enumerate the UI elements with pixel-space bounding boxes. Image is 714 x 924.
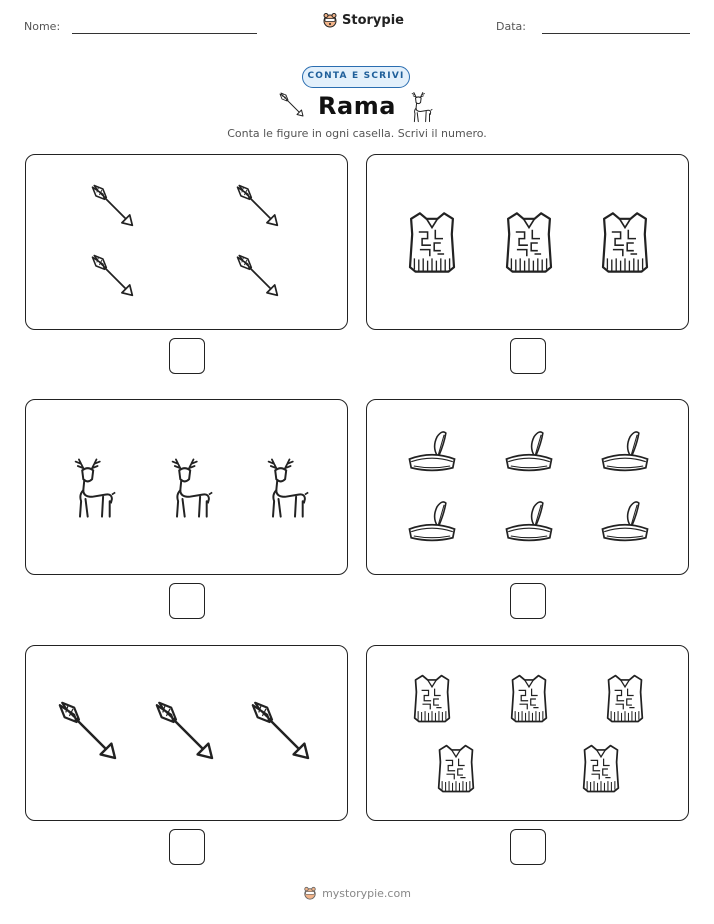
answer-box[interactable] <box>169 583 205 619</box>
answer-box[interactable] <box>510 829 546 865</box>
answer-box[interactable] <box>510 338 546 374</box>
footer-url: mystorypie.com <box>322 886 411 900</box>
bark-vest-icon <box>503 673 555 725</box>
page-title: Rama <box>318 92 396 120</box>
answer-box[interactable] <box>510 583 546 619</box>
feathered-crown-icon <box>503 427 555 479</box>
date-line[interactable] <box>542 33 690 34</box>
arrow-icon <box>89 182 141 234</box>
feathered-crown-icon <box>503 497 555 549</box>
bark-vest-icon <box>399 210 465 276</box>
arrow-icon <box>234 182 286 234</box>
name-label: Nome: <box>24 20 61 33</box>
feathered-crown-icon <box>599 497 651 549</box>
date-label: Data: <box>496 20 526 33</box>
arrow-icon <box>248 698 320 770</box>
count-card <box>366 399 689 575</box>
bark-vest-icon <box>599 673 651 725</box>
arrow-icon <box>89 252 141 304</box>
arrow-icon <box>234 252 286 304</box>
feathered-crown-icon <box>406 427 458 479</box>
mascot-icon <box>303 886 317 900</box>
brand-name: Storypie <box>342 12 404 28</box>
footer <box>0 886 714 900</box>
bark-vest-icon <box>406 673 458 725</box>
count-card <box>25 399 348 575</box>
mascot-icon <box>322 12 338 28</box>
deer-icon <box>58 455 124 521</box>
count-card <box>366 645 689 821</box>
activity-badge: CONTA E SCRIVI <box>302 66 410 88</box>
bark-vest-icon <box>575 743 627 795</box>
bark-vest-icon <box>430 743 482 795</box>
arrow-icon <box>55 698 127 770</box>
arrow-icon <box>152 698 224 770</box>
title-deer-icon <box>406 90 434 124</box>
count-card <box>25 154 348 330</box>
deer-icon <box>155 455 221 521</box>
brand-logo <box>322 12 404 28</box>
count-card <box>366 154 689 330</box>
name-line[interactable] <box>72 33 257 34</box>
answer-box[interactable] <box>169 829 205 865</box>
count-card <box>25 645 348 821</box>
bark-vest-icon <box>496 210 562 276</box>
bark-vest-icon <box>592 210 658 276</box>
deer-icon <box>251 455 317 521</box>
instructions: Conta le figure in ogni casella. Scrivi il numero. <box>227 127 487 140</box>
feathered-crown-icon <box>406 497 458 549</box>
feathered-crown-icon <box>599 427 651 479</box>
answer-box[interactable] <box>169 338 205 374</box>
